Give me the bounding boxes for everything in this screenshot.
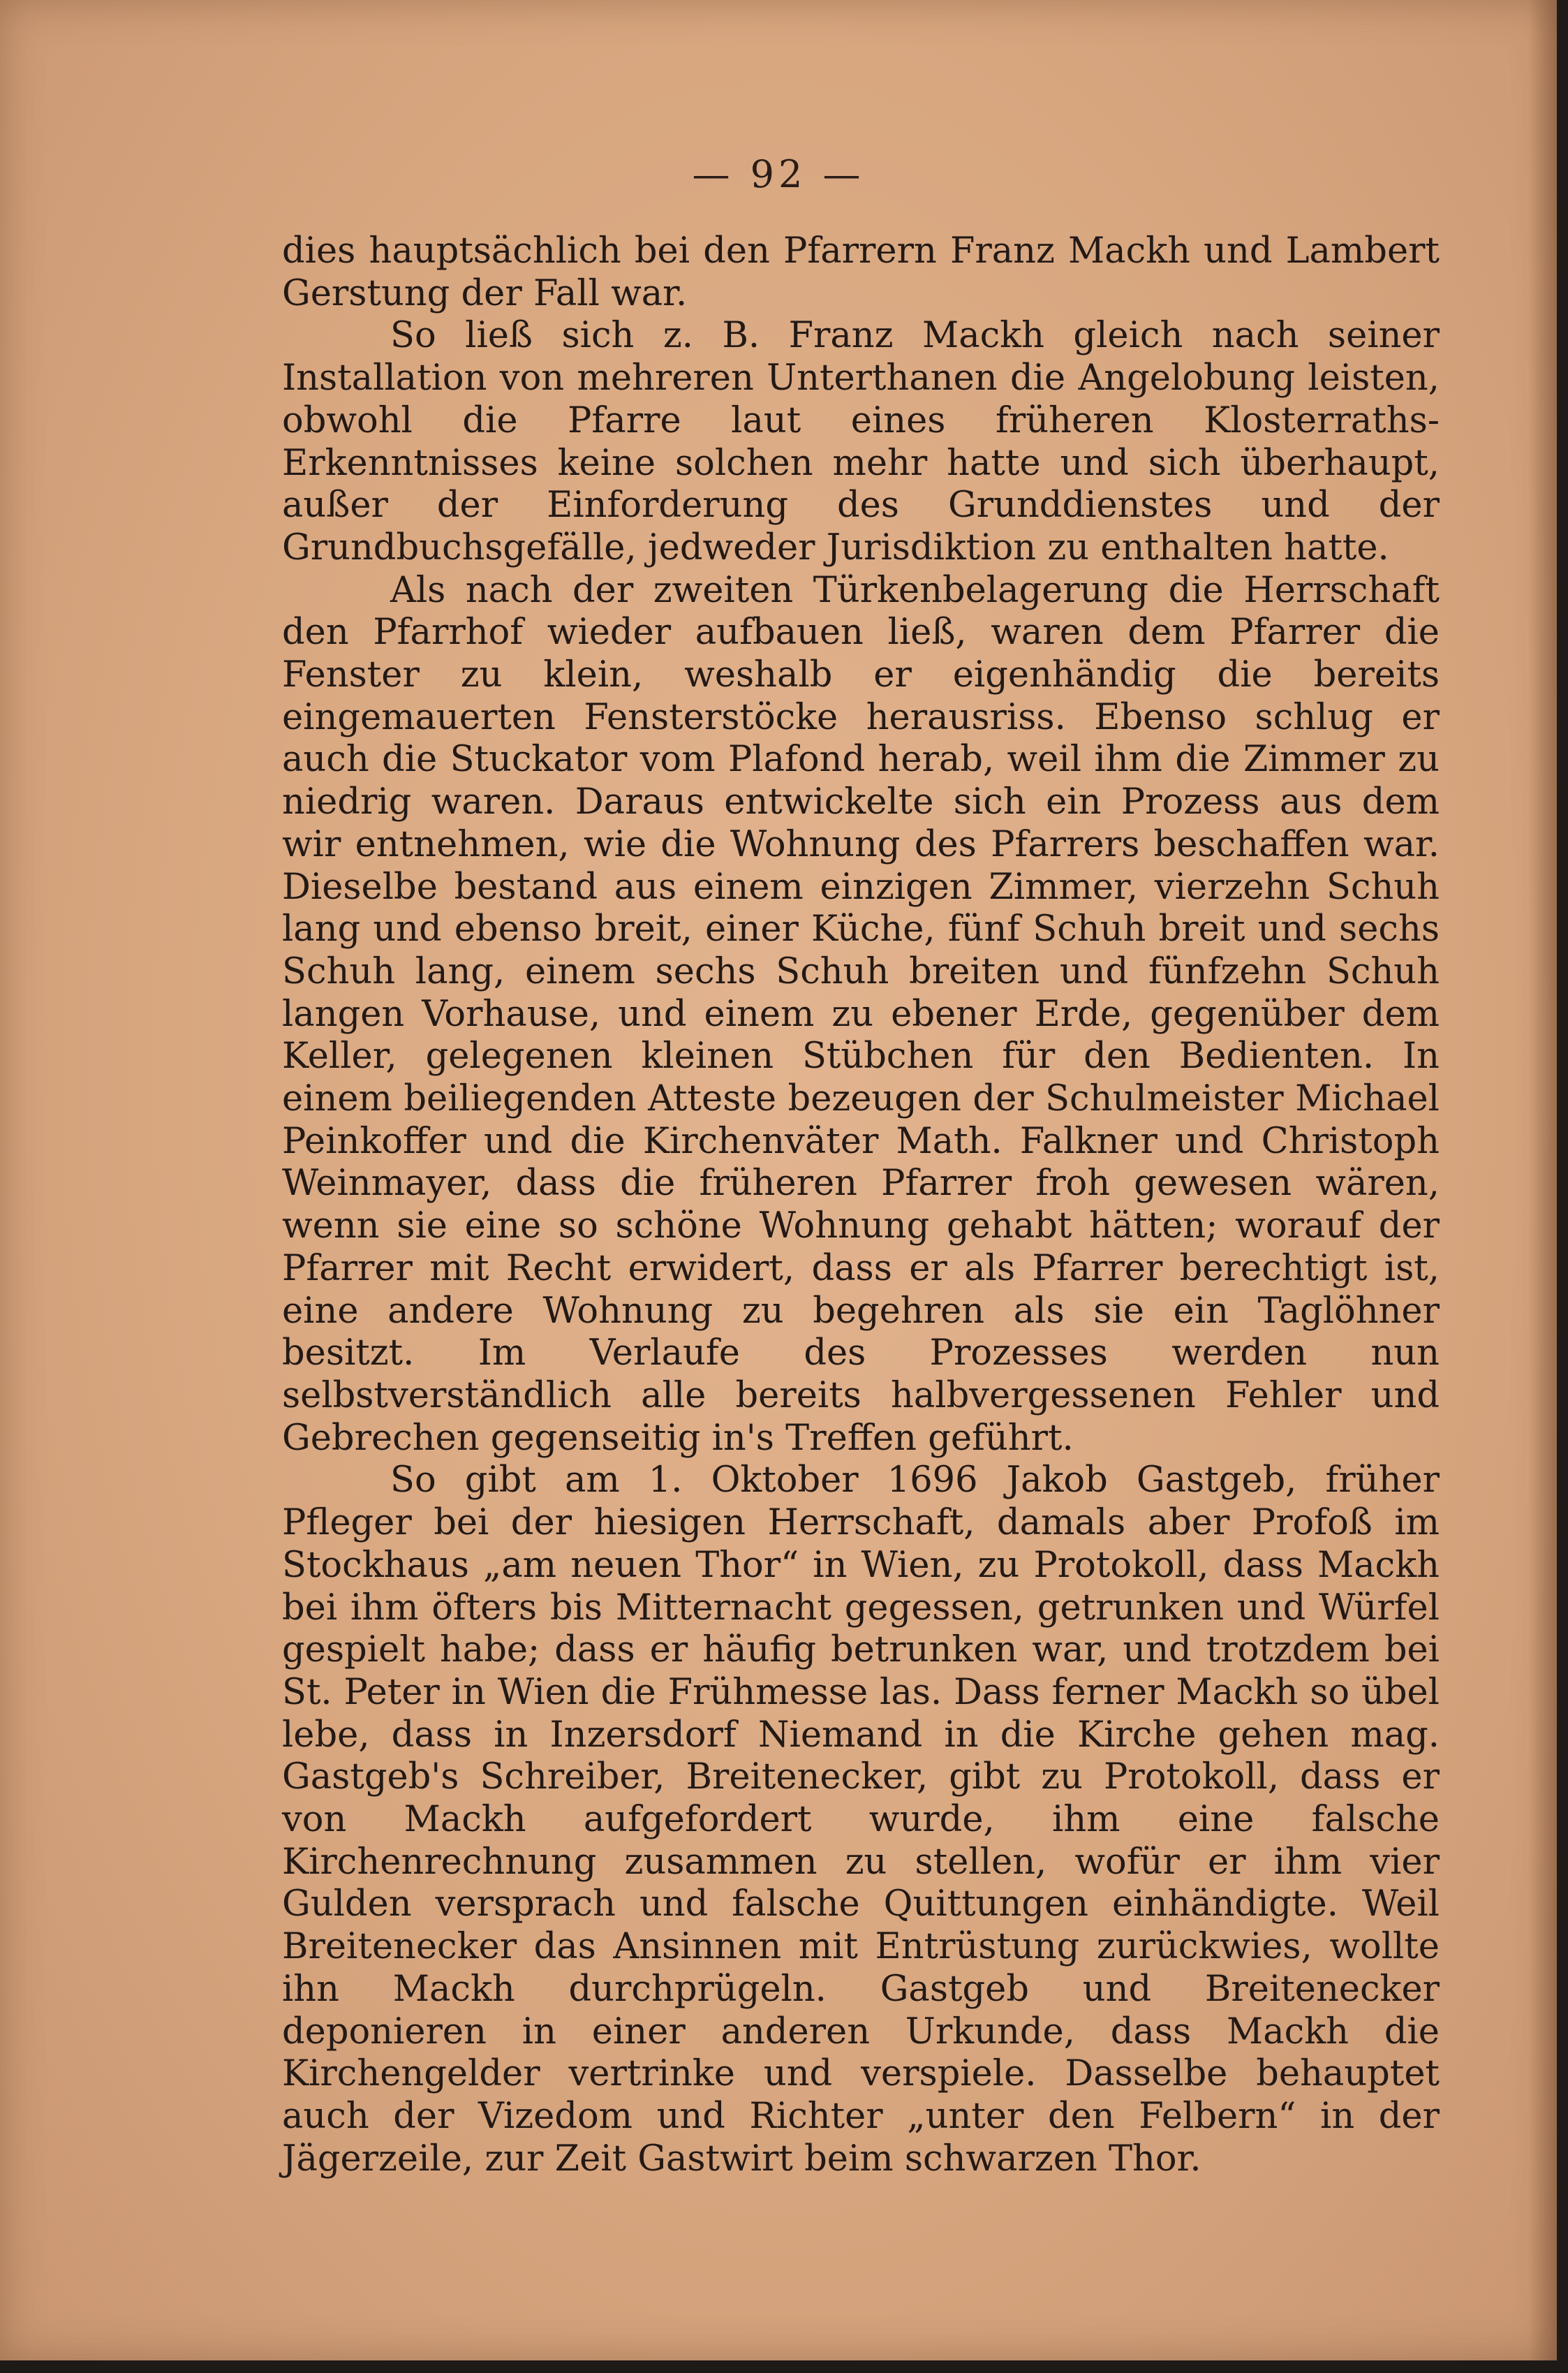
- page-edge-shadow: [1529, 0, 1557, 2360]
- body-text: [282, 230, 1440, 2180]
- paragraph-3: Als nach der zweiten Türkenbelagerung die Herrschaft den Pfarrhof wieder aufbauen ließ, waren dem Pfarrer die Fenster zu klein, weshalb er eigenhändig die bereits eingemauerten Fensterstöcke herausriss. Ebenso schlug er auch die Stuckator vom Plafond herab, weil ihm die Zimmer zu niedrig waren. Daraus entwickelte sich ein Prozess aus dem wir entnehmen, wie die Wohnung des Pfarrers beschaffen war. Dieselbe bestand aus einem einzigen Zimmer, vierzehn Schuh lang und ebenso breit, einer Küche, fünf Schuh breit und sechs Schuh lang, einem sechs Schuh breiten und fünfzehn Schuh langen Vorhause, und einem zu ebener Erde, gegenüber dem Keller, gelegenen kleinen Stübchen für den Bedienten. In einem beiliegenden Atteste bezeugen der Schulmeister Michael Peinkoffer und die Kirchenväter Math. Falkner und Christoph Weinmayer, dass die früheren Pfarrer froh gewesen wären, wenn sie eine so schöne Wohnung gehabt hätten; worauf der Pfarrer mit Recht erwidert, dass er als Pfarrer berechtigt ist, eine andere Wohnung zu begehren als sie ein Taglöhner besitzt. Im Verlaufe des Prozesses werden nun selbstverständlich alle bereits halbvergessenen Fehler und Gebrechen gegenseitig in's Treffen geführt.: [282, 569, 1440, 1459]
- paragraph-2: So ließ sich z. B. Franz Mackh gleich nach seiner Installation von mehreren Unterthanen die Angelobung leisten, obwohl die Pfarre laut eines früheren Klosterraths-Erkenntnisses keine solchen mehr hatte und sich überhaupt, außer der Einforderung des Grunddienstes und der Grundbuchsgefälle, jedweder Jurisdiktion zu enthalten hatte.: [282, 315, 1440, 568]
- page-number: — 92 —: [692, 152, 865, 196]
- paragraph-4: So gibt am 1. Oktober 1696 Jakob Gastgeb, früher Pfleger bei der hiesigen Herrschaft, damals aber Profoß im Stockhaus „am neuen Thor“ in Wien, zu Protokoll, dass Mackh bei ihm öfters bis Mitternacht gegessen, getrunken und Würfel gespielt habe; dass er häufig betrunken war, und trotzdem bei St. Peter in Wien die Frühmesse las. Dass ferner Mackh so übel lebe, dass in Inzersdorf Niemand in die Kirche gehen mag. Gastgeb's Schreiber, Breitenecker, gibt zu Protokoll, dass er von Mackh aufgefordert wurde, ihm eine falsche Kirchenrechnung zusammen zu stellen, wofür er ihm vier Gulden versprach und falsche Quittungen einhändigte. Weil Breitenecker das Ansinnen mit Entrüstung zurückwies, wollte ihn Mackh durchprügeln. Gastgeb und Breitenecker deponieren in einer anderen Urkunde, dass Mackh die Kirchengelder vertrinke und verspiele. Dasselbe behauptet auch der Vizedom und Richter „unter den Felbern“ in der Jägerzeile, zur Zeit Gastwirt beim schwarzen Thor.: [282, 1460, 1440, 2180]
- paragraph-1: dies hauptsächlich bei den Pfarrern Franz Mackh und Lambert Gerstung der Fall war.: [282, 230, 1440, 314]
